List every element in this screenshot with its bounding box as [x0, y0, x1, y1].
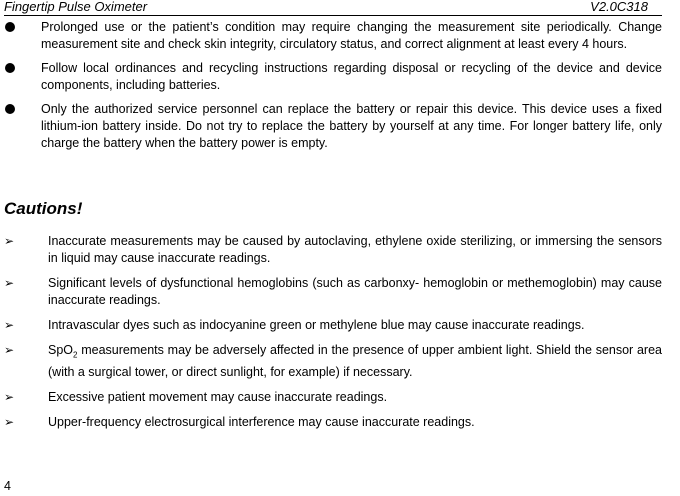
- list-item-text: Inaccurate measurements may be caused by autoclaving, ethylene oxide sterilizing, or immersing the sensors in liquid may cause inaccurate readings.: [48, 234, 662, 265]
- arrow-bullet-icon: ➢: [4, 389, 15, 404]
- list-item-text: Prolonged use or the patient’s condition may require changing the measurement site periodically. Change measurement site and check skin integrity, circulatory status, and correct alignment at least every 4 hours.: [41, 20, 662, 51]
- list-item-text: Only the authorized service personnel can replace the battery or repair this device. This device uses a fixed lithium-ion battery inside. Do not try to replace the battery by yourself at any time. For longer battery life, only charge the battery when the battery power is empty.: [41, 102, 662, 150]
- bullet-dot-icon: [5, 63, 15, 73]
- arrow-bullet-icon: ➢: [4, 414, 15, 429]
- list-item-text: Upper-frequency electrosurgical interference may cause inaccurate readings.: [48, 414, 475, 429]
- list-item-text: Excessive patient movement may cause inaccurate readings.: [48, 389, 388, 404]
- spo2-text: measurements may be adversely affected in the presence of upper ambient light. Shield the sensor area (with a surgical tower, or direct sunlight, for example) if necessary.: [48, 343, 662, 379]
- bullet-dot-icon: [5, 22, 15, 32]
- list-item: [4, 317, 662, 334]
- page-number: 4: [4, 479, 11, 493]
- cautions-heading: Cautions!: [4, 199, 83, 218]
- list-item: [4, 233, 662, 267]
- arrow-bullet-icon: ➢: [4, 343, 15, 357]
- document-title: Fingertip Pulse Oximeter: [4, 0, 148, 14]
- document-version: V2.0C318: [590, 0, 648, 14]
- list-item: [4, 342, 662, 381]
- list-item: [4, 275, 662, 309]
- list-item: [4, 60, 662, 94]
- precautions-list: [4, 19, 662, 159]
- arrow-bullet-icon: ➢: [4, 234, 15, 248]
- bullet-dot-icon: [5, 104, 15, 114]
- list-item-text: Significant levels of dysfunctional hemoglobins (such as carbonxy- hemoglobin or methemoglobin) may cause inaccurate readings.: [48, 276, 662, 307]
- list-item-text: Intravascular dyes such as indocyanine green or methylene blue may cause inaccurate readings.: [48, 318, 585, 332]
- list-item-text: [48, 343, 662, 379]
- spo2-prefix: SpO: [48, 343, 74, 357]
- page-header: [4, 0, 662, 16]
- list-item: [4, 19, 662, 53]
- list-item: [4, 414, 662, 431]
- cautions-list: [4, 233, 662, 439]
- list-item-text: Follow local ordinances and recycling instructions regarding disposal or recycling of the device and device components, including batteries.: [41, 61, 662, 92]
- spo2-subscript: 2: [73, 350, 78, 360]
- list-item: [4, 389, 662, 406]
- arrow-bullet-icon: ➢: [4, 318, 15, 332]
- list-item: [4, 101, 662, 152]
- arrow-bullet-icon: ➢: [4, 276, 15, 290]
